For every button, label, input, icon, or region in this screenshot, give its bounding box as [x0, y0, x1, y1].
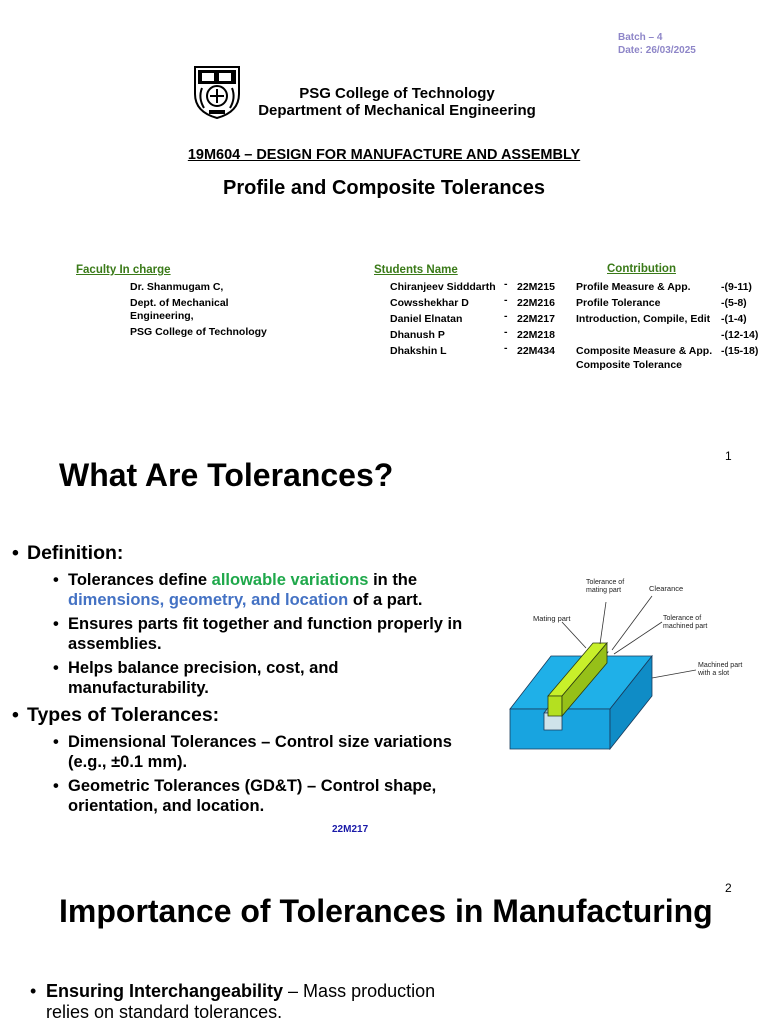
student-roll: 22M215: [517, 281, 555, 293]
student-roll: 22M216: [517, 297, 555, 309]
contribution-task: Composite Measure & App.: [576, 345, 713, 357]
student-roll: 22M434: [517, 345, 555, 357]
student-row: [390, 278, 555, 297]
text: in the: [368, 571, 418, 589]
slide-footer-id: 22M217: [332, 824, 369, 835]
highlight-green: allowable variations: [211, 571, 369, 589]
contribution-row: [576, 359, 766, 375]
student-roll: 22M217: [517, 313, 555, 325]
dash: -: [504, 326, 508, 338]
page-number: 1: [725, 449, 732, 463]
bullet-text: [30, 981, 470, 1023]
types-heading: Types of Tolerances:: [27, 704, 220, 726]
label-tolerance-mating: Tolerance of mating part: [586, 579, 625, 594]
bullet-dot: •: [30, 981, 37, 1001]
highlight-blue: dimensions, geometry, and location: [68, 591, 349, 609]
contribution-row: [576, 329, 766, 345]
batch-label: Batch – 4: [618, 32, 663, 43]
contribution-task: Profile Tolerance: [576, 297, 661, 309]
bullet-bold: Ensuring Interchangeability: [46, 981, 284, 1001]
date-label: Date: 26/03/2025: [618, 45, 696, 56]
definition-item: [12, 542, 482, 698]
department-name: Department of Mechanical Engineering: [258, 102, 536, 119]
student-roll: 22M218: [517, 329, 555, 341]
batch-info: [618, 31, 696, 57]
dash: -: [504, 278, 508, 290]
student-name: Cowsshekhar D: [390, 297, 469, 309]
faculty-college: PSG College of Technology: [130, 326, 267, 338]
slide1-body: [12, 542, 482, 822]
student-name: Chiranjeev Sidddarth: [390, 281, 496, 293]
student-row: [390, 326, 555, 345]
dash: -: [504, 342, 508, 354]
definition-heading: Definition:: [27, 542, 124, 564]
student-name: Dhakshin L: [390, 345, 447, 357]
types-bullet: • Geometric Tolerances (GD&T) – Control shape, orientation, and location.: [40, 776, 482, 816]
topic-title: Profile and Composite Tolerances: [223, 177, 545, 199]
contribution-row: [576, 281, 766, 297]
faculty-dept: [130, 297, 229, 323]
slide-title: What Are Tolerances?: [59, 457, 394, 493]
contribution-heading: Contribution: [607, 263, 676, 275]
contribution-pages: -(9-11): [721, 281, 752, 293]
contribution-row: [576, 297, 766, 313]
bullet-rest: – Mass production relies on standard tolerances.: [46, 981, 436, 1022]
student-name: Dhanush P: [390, 329, 445, 341]
label-tolerance-machined: Tolerance of machined part: [663, 615, 708, 630]
contribution-task: Composite Tolerance: [576, 359, 682, 371]
college-name: PSG College of Technology: [299, 85, 495, 102]
text: of a part.: [348, 591, 423, 609]
student-row: [390, 294, 555, 313]
dash: -: [504, 310, 508, 322]
types-item: [12, 704, 482, 816]
contribution-task: Profile Measure & App.: [576, 281, 691, 293]
faculty-dept-line2: Engineering,: [130, 310, 194, 322]
student-name: Daniel Elnatan: [390, 313, 463, 325]
slide-title: Importance of Tolerances in Manufacturing: [59, 893, 713, 929]
contribution-pages: -(12-14): [721, 329, 759, 341]
course-title: 19M604 – DESIGN FOR MANUFACTURE AND ASSEMBLY: [187, 147, 581, 163]
dash: -: [504, 294, 508, 306]
faculty-dept-line1: Dept. of Mechanical: [130, 297, 229, 309]
college-logo: [192, 64, 242, 120]
contribution-pages: -(5-8): [721, 297, 747, 309]
label-machined-part: Machined part with a slot: [698, 662, 743, 677]
page-number: 2: [725, 881, 732, 895]
label-clearance: Clearance: [649, 584, 684, 593]
contribution-task: Introduction, Compile, Edit: [576, 313, 711, 325]
contribution-row: [576, 313, 766, 329]
definition-bullet: [40, 570, 482, 610]
faculty-heading: Faculty In charge: [76, 264, 171, 276]
slide2-bullet: [30, 981, 470, 1023]
label-mating-part: Mating part: [533, 614, 571, 623]
definition-bullet: • Helps balance precision, cost, and manufacturability.: [40, 658, 482, 698]
contribution-pages: -(1-4): [721, 313, 747, 325]
tolerance-diagram: [482, 560, 768, 770]
college-header: [242, 85, 552, 119]
types-bullet: • Dimensional Tolerances – Control size variations (e.g., ±0.1 mm).: [40, 732, 482, 772]
text: Tolerances define: [68, 571, 212, 589]
faculty-name: Dr. Shanmugam C,: [130, 281, 224, 293]
definition-bullet: • Ensures parts fit together and function properly in assemblies.: [40, 614, 482, 654]
student-row: [390, 310, 555, 329]
students-heading: Students Name: [374, 264, 458, 276]
student-row: [390, 342, 555, 361]
contribution-pages: -(15-18): [721, 345, 759, 357]
